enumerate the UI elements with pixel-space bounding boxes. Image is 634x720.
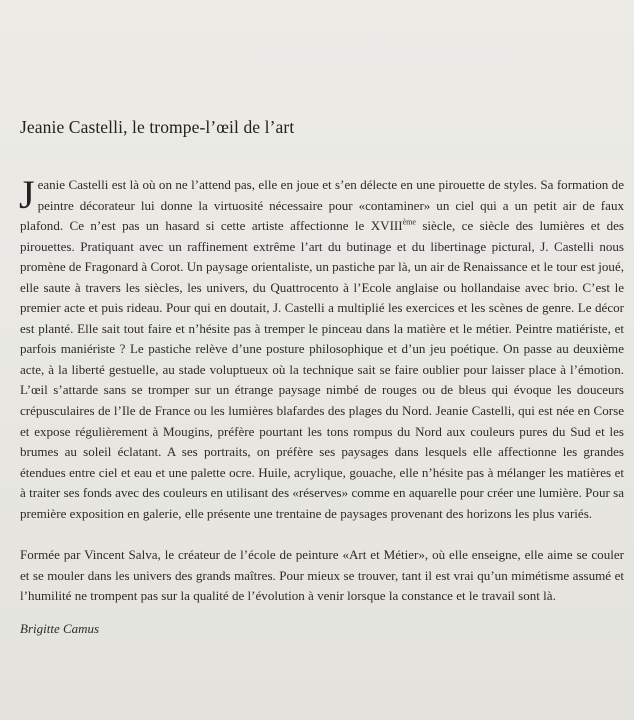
article-body [19,172,624,524]
paragraph-2: Formée par Vincent Salva, le créateur de l’école de peinture «Art et Métier», où elle enseigne, elle aime se couler et se mouler dans les univers des grands maîtres. Pour mieux se trouver, tant il est vrai qu’un mimétisme assumé et l’humilité ne trompent pas sur la qualité de l’évolution à venir lorsque la constance et le travail sont là. [20,547,624,603]
drop-cap: J [19,172,35,217]
paragraph-1 [19,172,624,524]
author-signature: Brigitte Camus [20,621,100,636]
century-superscript: ème [402,217,416,227]
article-title: Jeanie Castelli, le trompe-l’œil de l’art [20,117,295,137]
paragraph-1-text-b: siècle, ce siècle des lumières et des pirouettes. Pratiquant avec un raffinement extrême l’art du butinage et du libertinage pictural, J. Castelli nous promène de Fragonard à Corot. Un paysage orientaliste, un pastiche par là, un air de Renaissance et le tour est joué, elle saute à travers les siècles, les univers, du Quattrocento à l’Ecole anglaise ou hollandaise avec brio. C’est le premier acte et puis rideau. Pour qui en doutait, J. Castelli a multiplié les exercices et les scènes de genre. Le décor est planté. Elle sait tout faire et n’hésite pas à tremper le pinceau dans la matière et le métier. Peintre matiériste, et parfois maniériste ? Le pastiche relève d’une posture philosophique et d’un jeu poétique. On passe au deuxième acte, à la liberté gestuelle, au stade voluptueux où la technique sait se faire oublier pour laisser place à l’émotion. L’œil s’attarde sans se tromper sur un étrange paysage nimbé de rouges ou de bleus qui évoque les douceurs crépusculaires de l’Ile de France ou les lumières blafardes des plages du Nord. Jeanie Castelli, qui est née en Corse et expose régulièrement à Mougins, préfère pourtant les tons rompus du Nord aux couleurs pures du Sud et les brumes au soleil éclatant. A ses portraits, on préfère ses paysages dans lesquels elle affectionne les grandes étendues entre ciel et eau et une palette ocre. Huile, acrylique, gouache, elle n’hésite pas à mélanger les matières et à traiter ses fonds avec des couleurs en utilisant des «réserves» comme en aquarelle pour créer une lumière. Pour sa première exposition en galerie, elle présente une trentaine de paysages provenant des horizons les plus variés. [20,218,624,521]
paragraph-1-text-a: eanie Castelli est là où on ne l’attend pas, elle en joue et s’en délecte en une pirouette de styles. Sa formation de peintre décorateur lui donne la virtuosité nécessaire pour «contaminer» un ciel qui a un petit air de faux plafond. Ce n’est pas un hasard si cette artiste affectionne le XVIII [20,177,624,234]
